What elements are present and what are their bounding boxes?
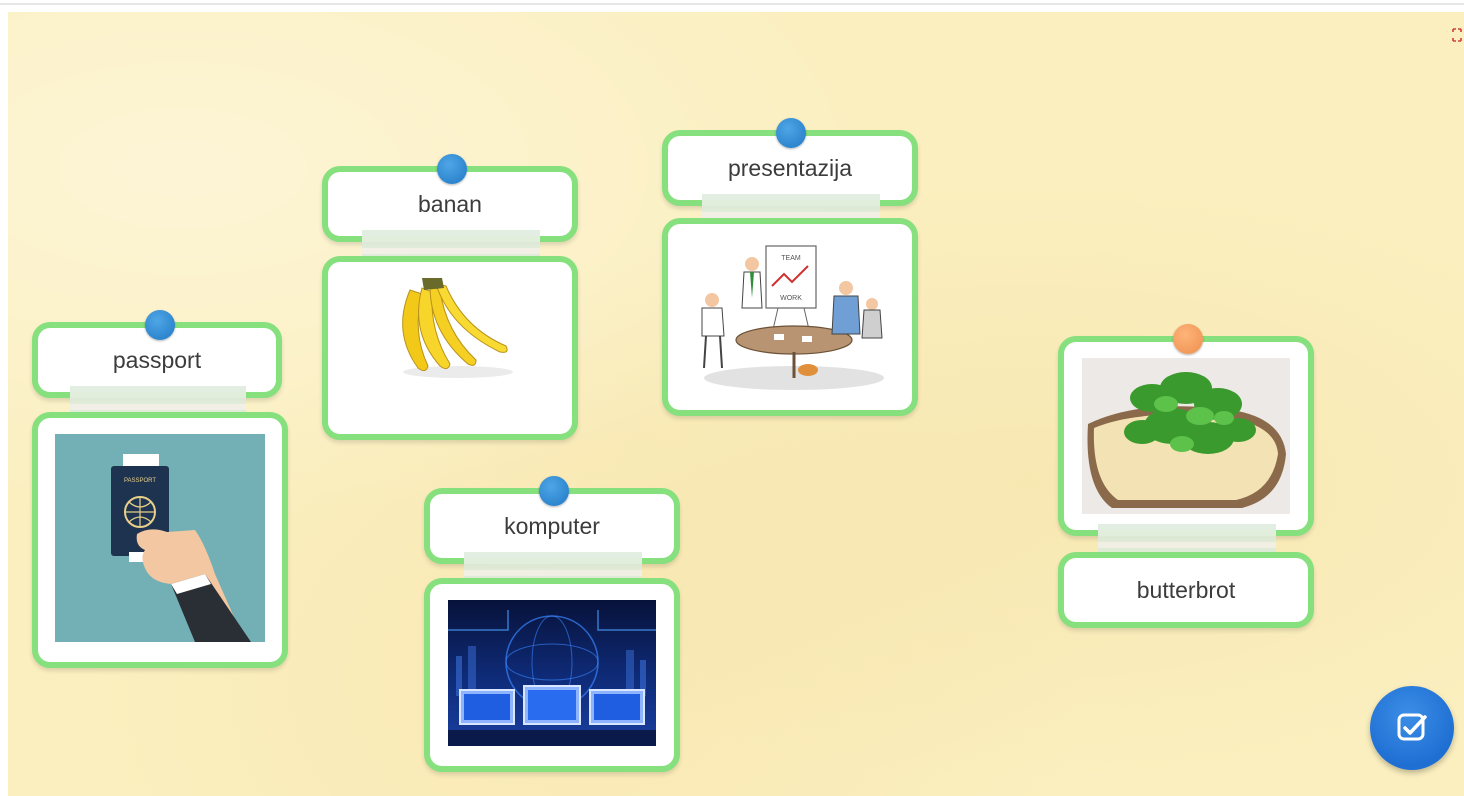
image-card-presentazija[interactable] <box>662 218 918 416</box>
image-card-passport[interactable] <box>32 412 288 668</box>
check-answers-button[interactable] <box>1370 686 1454 770</box>
card-label: passport <box>112 346 202 373</box>
flipchart-text-bottom: WORK <box>780 295 802 302</box>
card-label: banan <box>418 190 482 217</box>
card-label: presentazija <box>727 154 853 181</box>
pin-komputer <box>539 476 569 506</box>
pin-passport <box>145 310 175 340</box>
image-card-banan[interactable] <box>322 256 578 440</box>
pin-presentazija <box>776 118 806 148</box>
image-card-butterbrot[interactable] <box>1058 336 1314 536</box>
top-divider <box>0 3 1464 5</box>
fullscreen-icon[interactable] <box>1452 28 1462 42</box>
card-label: butterbrot <box>1136 576 1236 603</box>
label-card-butterbrot[interactable] <box>1058 552 1314 628</box>
computer-image <box>448 600 656 746</box>
passport-image <box>55 434 265 642</box>
presentation-image <box>682 238 900 398</box>
image-card-komputer[interactable] <box>424 578 680 772</box>
butterbrot-image <box>1082 358 1290 514</box>
card-label: komputer <box>504 512 600 539</box>
banana-image <box>388 272 518 382</box>
check-icon <box>1395 711 1429 745</box>
pin-banan <box>437 154 467 184</box>
game-board <box>8 12 1464 796</box>
passport-text: PASSPORT <box>123 478 157 484</box>
flipchart-text-top: TEAM <box>781 255 801 262</box>
pin-butterbrot <box>1173 324 1203 354</box>
